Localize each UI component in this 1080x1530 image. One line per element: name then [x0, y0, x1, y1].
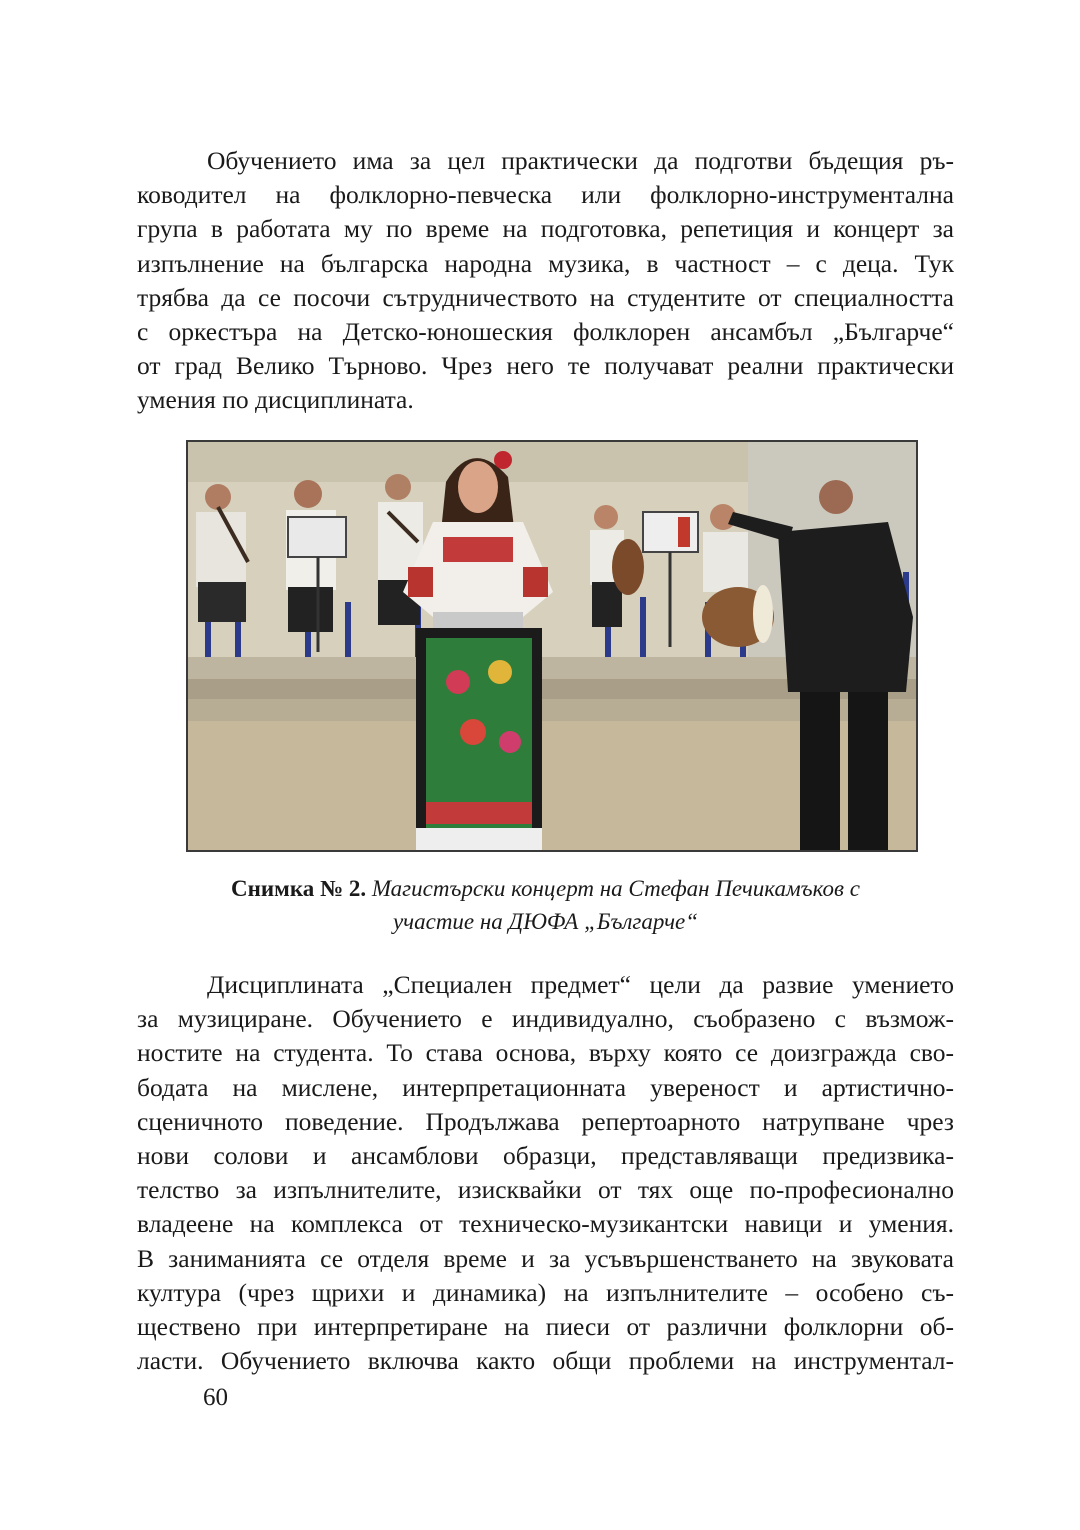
text-line: умения по дисциплината. — [137, 385, 414, 415]
text-line: ласти. Обучението включва както общи проблеми на инструментал- — [137, 1346, 954, 1376]
text-line: култура (чрез щрихи и динамика) на изпълнителите – особено съ- — [137, 1277, 954, 1307]
text-line: В заниманията се отделя време и за усъвършенстването на звуковата — [137, 1243, 954, 1273]
caption-line-2: участие на ДЮФА „Българче“ — [392, 909, 699, 934]
text-line: Дисциплината „Специален предмет“ цели да развие умението — [207, 970, 954, 999]
text-line: ществено при интерпретиране на пиеси от различни фолклорни об- — [137, 1311, 954, 1341]
text-line: с оркестъра на Детско-юношеския фолклорен ансамбъл „Българче“ — [137, 316, 954, 346]
text-line: ководител на фолклорно-певческа или фолклорно-инструментална — [137, 180, 954, 210]
text-line: владеене на комплекса от техническо-музикантски навици и умения. — [137, 1209, 954, 1239]
text-line: телство за изпълнителите, изисквайки от тях още по-професионално — [137, 1175, 954, 1205]
caption-label: Снимка № 2. — [231, 876, 367, 901]
text-line: ностите на студента. То става основа, върху която се доизгражда сво- — [137, 1038, 954, 1068]
concert-photo — [186, 440, 918, 852]
text-line: сценичното поведение. Продължава репертоарното натрупване чрез — [137, 1106, 954, 1136]
text-line: нови солови и ансамблови образци, представляващи предизвика- — [137, 1140, 954, 1170]
figure-caption — [137, 872, 954, 938]
text-line: трябва да се посочи сътрудничеството на студентите от специалността — [137, 282, 954, 312]
caption-line-1 — [137, 872, 954, 905]
text-line: изпълнение на българска народна музика, в частност – с деца. Тук — [137, 248, 954, 278]
page-number: 60 — [203, 1384, 228, 1411]
text-line: Обучението има за цел практически да подготви бъдещия ръ- — [207, 146, 954, 175]
text-line: група в работата му по време на подготовка, репетиция и концерт за — [137, 214, 954, 244]
paragraph-1 — [137, 144, 954, 418]
text-line: бодата на мислене, интерпретационната увереност и артистично- — [137, 1072, 954, 1102]
text-line: за музициране. Обучението е индивидуално, съобразено с възмож- — [137, 1004, 954, 1034]
text-line: от град Велико Търново. Чрез него те получават реални практически — [137, 351, 954, 381]
paragraph-2 — [137, 968, 954, 1378]
caption-text: Магистърски концерт на Стефан Печикамъков с — [371, 876, 860, 901]
